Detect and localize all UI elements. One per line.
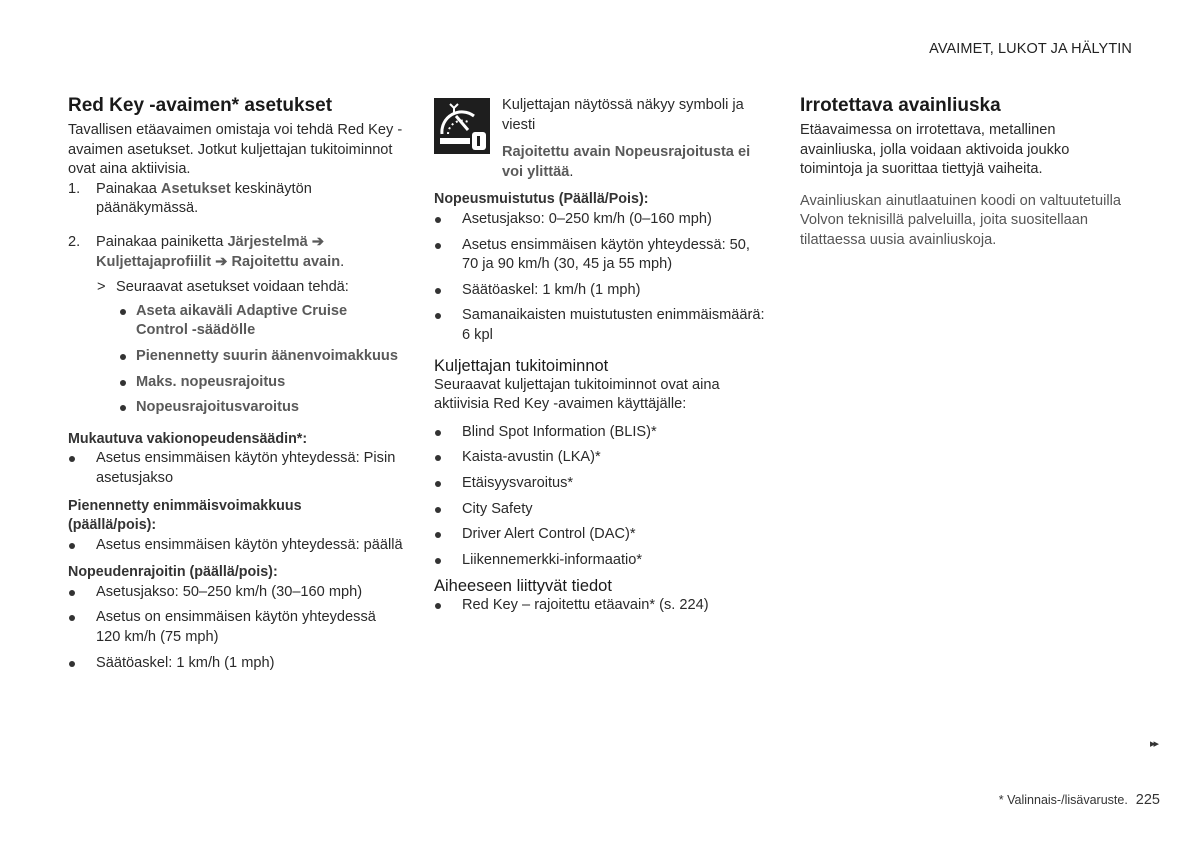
subheading: Nopeusmuistutus (Päällä/Pois): (434, 191, 649, 208)
section-title: Irrotettava avainliuska (800, 95, 1001, 116)
subheading: Aiheeseen liittyvät tiedot (434, 577, 612, 596)
list-item: Nopeusrajoitusvaroitus (120, 398, 403, 418)
list-item: Säätöaskel: 1 km/h (1 mph) (434, 281, 769, 301)
step-2: 2. Painakaa painiketta Järjestelmä ➔ Kuljettajaprofiilit ➔ Rajoitettu avain. (68, 233, 345, 270)
list-item: City Safety (434, 500, 769, 520)
list-item: Maks. nopeusrajoitus (120, 373, 403, 393)
section-header: AVAIMET, LUKOT JA HÄLYTIN (929, 41, 1132, 57)
list-item: Asetus ensimmäisen käytön yhteydessä: päällä (68, 536, 403, 556)
list-item: Asetusjakso: 0–250 km/h (0–160 mph) (434, 210, 769, 230)
list-item: Asetus ensimmäisen käytön yhteydessä: Pisin asetusjakso (68, 449, 403, 488)
step-result: > Seuraavat asetukset voidaan tehdä: (97, 279, 349, 296)
list-item: Asetus ensimmäisen käytön yhteydessä: 50, 70 ja 90 km/h (30, 45 ja 55 mph) (434, 236, 769, 275)
list-item: Pienennetty suurin äänenvoimakkuus (120, 347, 403, 367)
list-item: Asetusjakso: 50–250 km/h (30–160 mph) (68, 583, 403, 603)
list-item: Blind Spot Information (BLIS)* (434, 423, 769, 443)
subheading: Pienennetty enimmäisvoimakkuus (päällä/pois): (68, 497, 302, 534)
display-message: Rajoitettu avain Nopeusrajoitusta ei voi ylittää (502, 144, 751, 180)
options-list (68, 302, 403, 418)
continue-icon: ▸▸ (1150, 738, 1158, 750)
list-item: Säätöaskel: 1 km/h (1 mph) (68, 654, 403, 674)
column-1 (68, 94, 403, 679)
paragraph: Avainliuskan ainutlaatuinen koodi on valtuutetuilla Volvon teknisillä palveluilla, joita suositellaan tilattaessa uusia avainliuskoja. (800, 192, 1122, 248)
subheading: Nopeudenrajoitin (päällä/pois): (68, 564, 278, 581)
symbol-block: Kuljettajan näytössä näkyy symboli ja viesti Rajoitettu avain Nopeusrajoitusta ei voi ylittää. (434, 96, 769, 182)
list-item: Samanaikaisten muistutusten enimmäismäärä: 6 kpl (434, 306, 769, 345)
footnote: * Valinnais-/lisävaruste. (998, 793, 1128, 807)
column-2 (434, 96, 769, 622)
list-item: Aseta aikaväli Adaptive Cruise Control -säädölle (120, 302, 403, 341)
section-title: Red Key -avaimen* asetukset (68, 95, 333, 116)
column-3 (800, 94, 1135, 251)
subheading: Kuljettajan tukitoiminnot (434, 356, 609, 375)
page-number: 225 (1135, 792, 1160, 808)
list-item: Asetus on ensimmäisen käytön yhteydessä 120 km/h (75 mph) (68, 608, 403, 647)
list-item: Etäisyysvaroitus* (434, 474, 769, 494)
subheading: Mukautuva vakionopeudensäädin*: (68, 430, 308, 447)
paragraph: Seuraavat kuljettajan tukitoiminnot ovat aina aktiivisia Red Key -avaimen käyttäjälle: (434, 376, 720, 413)
paragraph: Etäavaimessa on irrotettava, metallinen avainliuska, jolla voidaan aktivoida joukko toimintoja ja suorittaa tiettyjä vaiheita. (800, 122, 1070, 178)
speed-limit-key-icon (434, 98, 490, 154)
list-item: Driver Alert Control (DAC)* (434, 525, 769, 545)
related-link[interactable]: Red Key – rajoitettu etäavain* (s. 224) (434, 596, 769, 616)
symbol-text: Kuljettajan näytössä näkyy symboli ja viesti (502, 97, 744, 133)
list-item: Liikennemerkki-informaatio* (434, 551, 769, 571)
footer (999, 791, 1160, 811)
list-item: Kaista-avustin (LKA)* (434, 448, 769, 468)
step-1: 1. Painakaa Asetukset keskinäytön päänäkymässä. (68, 180, 312, 217)
intro-text: Tavallisen etäavaimen omistaja voi tehdä Red Key -avaimen asetukset. Jotkut kuljettajan tukitoiminnot ovat aina aktiivisia. (68, 122, 403, 178)
